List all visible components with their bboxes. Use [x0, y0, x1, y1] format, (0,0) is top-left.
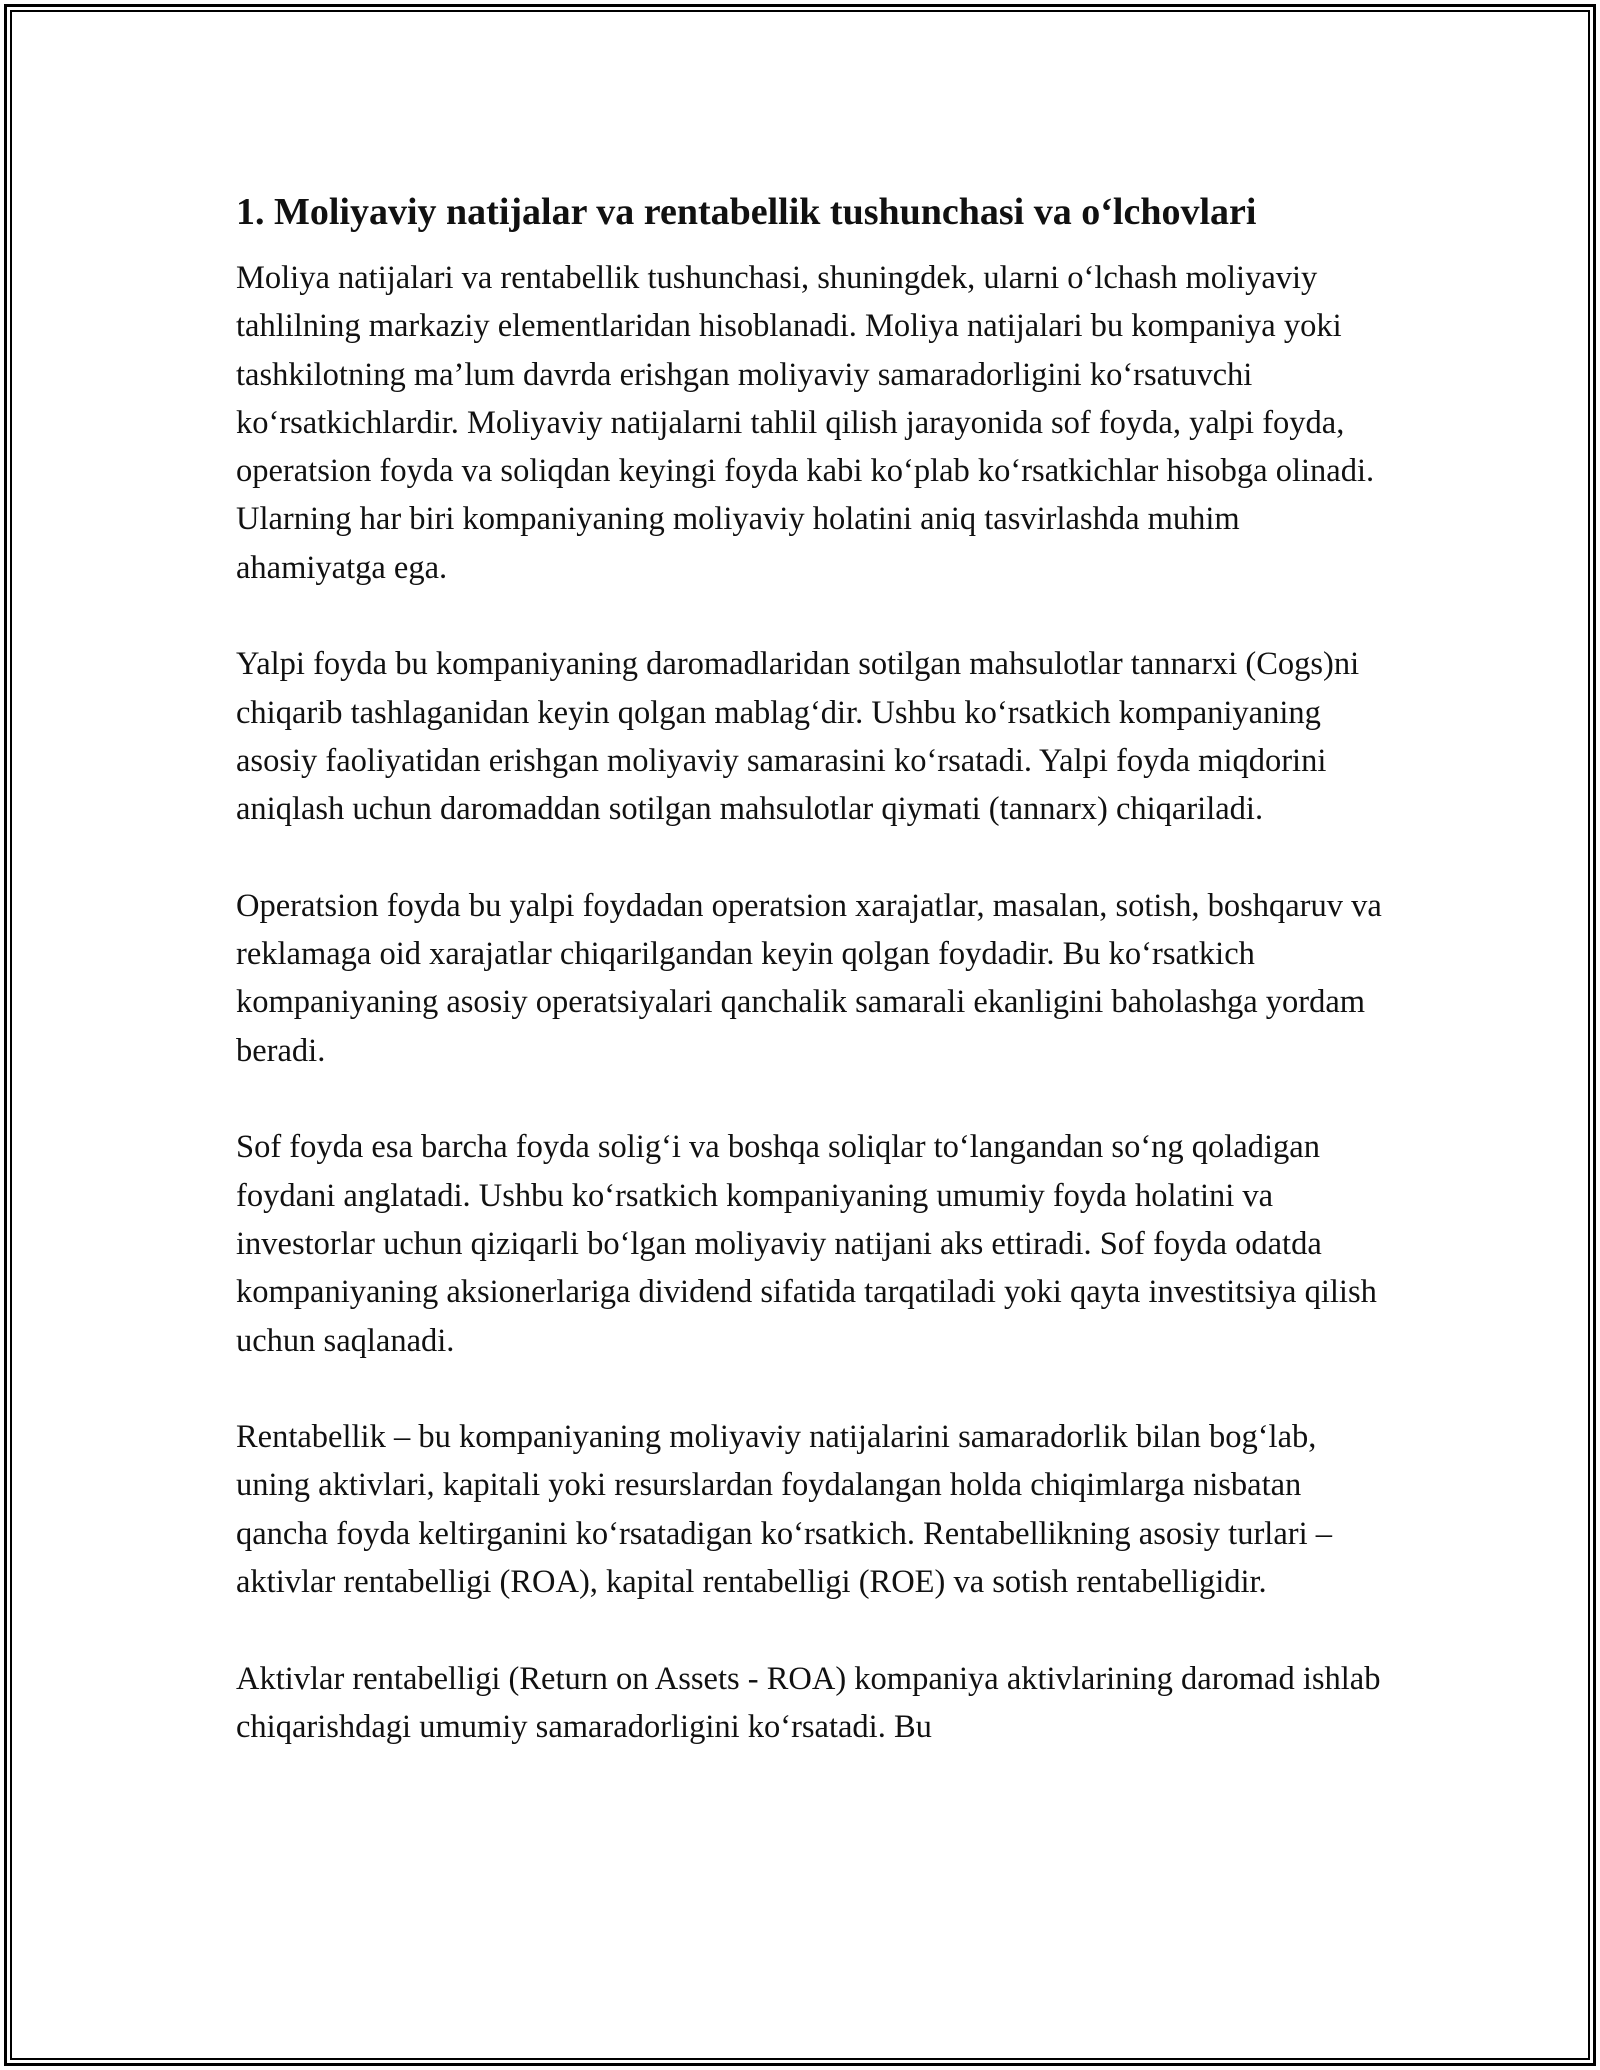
paragraph-net-profit: Sof foyda esa barcha foyda solig‘i va boshqa soliqlar to‘langandan so‘ng qoladigan foydani anglatadi. Ushbu ko‘rsatkich kompaniyaning umumiy foyda holatini va investorlar uchun qiziqarli bo‘lgan moliyaviy natijani aks ettiradi. Sof foyda odatda kompaniyaning aksionerlariga dividend sifatida tarqatiladi yoki qayta investitsiya qilish uchun saqlanadi.: [236, 1129, 1377, 1359]
paragraph-roa: Aktivlar rentabelligi (Return on Assets - ROA) kompaniya aktivlarining daromad ishlab chiqarishdagi umumiy samaradorligini ko‘rsatadi. Bu: [236, 1660, 1381, 1745]
paragraph-gross-profit: Yalpi foyda bu kompaniyaning daromadlaridan sotilgan mahsulotlar tannarxi (Cogs)ni chiqarib tashlaganidan keyin qolgan mablag‘dir. Ushbu ko‘rsatkich kompaniyaning asosiy faoliyatidan erishgan moliyaviy samarasini ko‘rsatadi. Yalpi foyda miqdorini aniqlash uchun daromaddan sotilgan mahsulotlar qiymati (tannarx) chiqariladi.: [236, 646, 1360, 828]
paragraph-operating-profit: Operatsion foyda bu yalpi foydadan operatsion xarajatlar, masalan, sotish, boshqaruv va reklamaga oid xarajatlar chiqarilgandan keyin qolgan foydadir. Bu ko‘rsatkich kompaniyaning asosiy operatsiyalari qanchalik samarali ekanligini baholashga yordam beradi.: [236, 887, 1382, 1069]
document-body: [236, 186, 1386, 1751]
section-heading: 1. Moliyaviy natijalar va rentabellik tushunchasi va o‘lchovlari: [236, 191, 1257, 233]
paragraph-financial-results: Moliya natijalari va rentabellik tushunchasi, shuningdek, ularni o‘lchash moliyaviy tahlilning markaziy elementlaridan hisoblanadi. Moliya natijalari bu kompaniya yoki tashkilotning ma’lum davrda erishgan moliyaviy samaradorligini ko‘rsatuvchi ko‘rsatkichlardir. Moliyaviy natijalarni tahlil qilish jarayonida sof foyda, yalpi foyda, operatsion foyda va soliqdan keyingi foyda kabi ko‘plab ko‘rsatkichlar hisobga olinadi. Ularning har biri kompaniyaning moliyaviy holatini aniq tasvirlashda muhim ahamiyatga ega.: [236, 260, 1375, 586]
paragraph-profitability: Rentabellik – bu kompaniyaning moliyaviy natijalarini samaradorlik bilan bog‘lab, uning aktivlari, kapitali yoki resurslardan foydalangan holda chiqimlarga nisbatan qancha foyda keltirganini ko‘rsatadigan ko‘rsatkich. Rentabellikning asosiy turlari – aktivlar rentabelligi (ROA), kapital rentabelligi (ROE) va sotish rentabelligidir.: [236, 1419, 1332, 1601]
